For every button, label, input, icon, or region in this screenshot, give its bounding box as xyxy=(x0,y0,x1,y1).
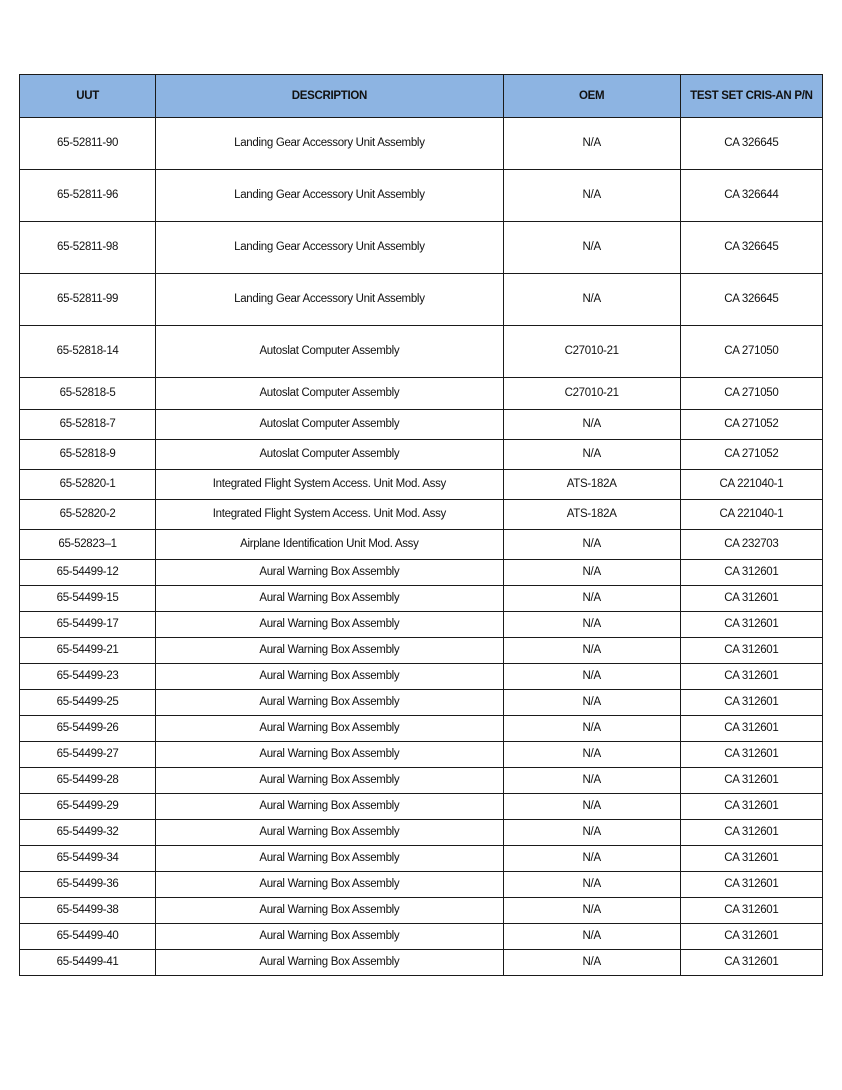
oem-cell: ATS-182A xyxy=(503,470,680,500)
description-cell: Aural Warning Box Assembly xyxy=(156,716,503,742)
test-set-cell: CA 312601 xyxy=(680,898,822,924)
test-set-cell: CA 312601 xyxy=(680,820,822,846)
table-row xyxy=(20,378,823,410)
table-row xyxy=(20,612,823,638)
uut-cell: 65-54499-34 xyxy=(20,846,156,872)
oem-cell: C27010-21 xyxy=(503,378,680,410)
table-row xyxy=(20,170,823,222)
oem-cell: N/A xyxy=(503,612,680,638)
table-row xyxy=(20,924,823,950)
oem-cell: N/A xyxy=(503,274,680,326)
table-row xyxy=(20,846,823,872)
oem-cell: N/A xyxy=(503,716,680,742)
test-set-cell: CA 312601 xyxy=(680,768,822,794)
description-cell: Landing Gear Accessory Unit Assembly xyxy=(156,170,503,222)
uut-cell: 65-52818-14 xyxy=(20,326,156,378)
oem-cell: N/A xyxy=(503,794,680,820)
oem-cell: N/A xyxy=(503,898,680,924)
description-cell: Aural Warning Box Assembly xyxy=(156,664,503,690)
description-cell: Aural Warning Box Assembly xyxy=(156,794,503,820)
test-set-cell: CA 312601 xyxy=(680,664,822,690)
table-row xyxy=(20,664,823,690)
uut-cell: 65-54499-17 xyxy=(20,612,156,638)
test-set-cell: CA 312601 xyxy=(680,716,822,742)
header-uut: UUT xyxy=(20,75,156,118)
description-cell: Aural Warning Box Assembly xyxy=(156,872,503,898)
uut-cell: 65-54499-29 xyxy=(20,794,156,820)
description-cell: Aural Warning Box Assembly xyxy=(156,586,503,612)
uut-cell: 65-54499-25 xyxy=(20,690,156,716)
description-cell: Autoslat Computer Assembly xyxy=(156,410,503,440)
table-row xyxy=(20,820,823,846)
header-description: DESCRIPTION xyxy=(156,75,503,118)
description-cell: Aural Warning Box Assembly xyxy=(156,560,503,586)
oem-cell: N/A xyxy=(503,768,680,794)
table-row xyxy=(20,950,823,976)
test-set-cell: CA 221040-1 xyxy=(680,500,822,530)
description-cell: Autoslat Computer Assembly xyxy=(156,326,503,378)
test-set-cell: CA 312601 xyxy=(680,612,822,638)
uut-cell: 65-54499-23 xyxy=(20,664,156,690)
uut-cell: 65-54499-27 xyxy=(20,742,156,768)
uut-cell: 65-52811-96 xyxy=(20,170,156,222)
description-cell: Aural Warning Box Assembly xyxy=(156,820,503,846)
table-row xyxy=(20,410,823,440)
description-cell: Aural Warning Box Assembly xyxy=(156,690,503,716)
oem-cell: N/A xyxy=(503,690,680,716)
test-set-cell: CA 271050 xyxy=(680,326,822,378)
uut-cell: 65-52820-1 xyxy=(20,470,156,500)
test-set-cell: CA 312601 xyxy=(680,950,822,976)
table-row xyxy=(20,742,823,768)
uut-cell: 65-54499-38 xyxy=(20,898,156,924)
uut-cell: 65-54499-32 xyxy=(20,820,156,846)
table-body xyxy=(20,118,823,976)
test-set-cell: CA 312601 xyxy=(680,586,822,612)
description-cell: Aural Warning Box Assembly xyxy=(156,924,503,950)
oem-cell: N/A xyxy=(503,440,680,470)
description-cell: Aural Warning Box Assembly xyxy=(156,768,503,794)
table-row xyxy=(20,898,823,924)
test-set-cell: CA 312601 xyxy=(680,872,822,898)
table-row xyxy=(20,222,823,274)
table-row xyxy=(20,638,823,664)
oem-cell: N/A xyxy=(503,222,680,274)
oem-cell: N/A xyxy=(503,742,680,768)
table-row xyxy=(20,440,823,470)
table-row xyxy=(20,586,823,612)
oem-cell: N/A xyxy=(503,820,680,846)
test-set-cell: CA 271052 xyxy=(680,440,822,470)
uut-table xyxy=(19,74,823,976)
uut-cell: 65-54499-26 xyxy=(20,716,156,742)
description-cell: Aural Warning Box Assembly xyxy=(156,898,503,924)
table-row xyxy=(20,500,823,530)
test-set-cell: CA 326645 xyxy=(680,118,822,170)
test-set-cell: CA 312601 xyxy=(680,794,822,820)
oem-cell: N/A xyxy=(503,872,680,898)
header-test-set: TEST SET CRIS-AN P/N xyxy=(680,75,822,118)
test-set-cell: CA 232703 xyxy=(680,530,822,560)
uut-cell: 65-54499-28 xyxy=(20,768,156,794)
uut-cell: 65-54499-15 xyxy=(20,586,156,612)
oem-cell: N/A xyxy=(503,586,680,612)
description-cell: Autoslat Computer Assembly xyxy=(156,378,503,410)
uut-cell: 65-52823–1 xyxy=(20,530,156,560)
uut-cell: 65-54499-21 xyxy=(20,638,156,664)
oem-cell: N/A xyxy=(503,664,680,690)
description-cell: Landing Gear Accessory Unit Assembly xyxy=(156,118,503,170)
table-row xyxy=(20,872,823,898)
description-cell: Landing Gear Accessory Unit Assembly xyxy=(156,274,503,326)
test-set-cell: CA 312601 xyxy=(680,742,822,768)
uut-cell: 65-52818-7 xyxy=(20,410,156,440)
oem-cell: N/A xyxy=(503,530,680,560)
oem-cell: C27010-21 xyxy=(503,326,680,378)
description-cell: Aural Warning Box Assembly xyxy=(156,742,503,768)
table-header xyxy=(20,75,823,118)
test-set-cell: CA 326644 xyxy=(680,170,822,222)
oem-cell: N/A xyxy=(503,950,680,976)
description-cell: Aural Warning Box Assembly xyxy=(156,638,503,664)
table-row xyxy=(20,690,823,716)
uut-cell: 65-54499-40 xyxy=(20,924,156,950)
description-cell: Integrated Flight System Access. Unit Mod. Assy xyxy=(156,470,503,500)
test-set-cell: CA 312601 xyxy=(680,638,822,664)
test-set-cell: CA 326645 xyxy=(680,222,822,274)
description-cell: Aural Warning Box Assembly xyxy=(156,950,503,976)
uut-cell: 65-54499-12 xyxy=(20,560,156,586)
test-set-cell: CA 326645 xyxy=(680,274,822,326)
oem-cell: ATS-182A xyxy=(503,500,680,530)
uut-cell: 65-52818-5 xyxy=(20,378,156,410)
uut-cell: 65-54499-36 xyxy=(20,872,156,898)
test-set-cell: CA 221040-1 xyxy=(680,470,822,500)
uut-cell: 65-52811-90 xyxy=(20,118,156,170)
test-set-cell: CA 271052 xyxy=(680,410,822,440)
table-row xyxy=(20,326,823,378)
description-cell: Landing Gear Accessory Unit Assembly xyxy=(156,222,503,274)
oem-cell: N/A xyxy=(503,118,680,170)
table-row xyxy=(20,794,823,820)
table-row xyxy=(20,118,823,170)
uut-cell: 65-54499-41 xyxy=(20,950,156,976)
test-set-cell: CA 312601 xyxy=(680,560,822,586)
uut-cell: 65-52811-98 xyxy=(20,222,156,274)
description-cell: Aural Warning Box Assembly xyxy=(156,846,503,872)
table-row xyxy=(20,530,823,560)
table-row xyxy=(20,274,823,326)
table-row xyxy=(20,716,823,742)
description-cell: Aural Warning Box Assembly xyxy=(156,612,503,638)
oem-cell: N/A xyxy=(503,170,680,222)
test-set-cell: CA 312601 xyxy=(680,846,822,872)
header-row xyxy=(20,75,823,118)
table-row xyxy=(20,470,823,500)
header-oem: OEM xyxy=(503,75,680,118)
uut-cell: 65-52820-2 xyxy=(20,500,156,530)
oem-cell: N/A xyxy=(503,846,680,872)
test-set-cell: CA 312601 xyxy=(680,924,822,950)
oem-cell: N/A xyxy=(503,410,680,440)
description-cell: Airplane Identification Unit Mod. Assy xyxy=(156,530,503,560)
table-row xyxy=(20,768,823,794)
test-set-cell: CA 271050 xyxy=(680,378,822,410)
oem-cell: N/A xyxy=(503,924,680,950)
uut-cell: 65-52818-9 xyxy=(20,440,156,470)
description-cell: Autoslat Computer Assembly xyxy=(156,440,503,470)
oem-cell: N/A xyxy=(503,560,680,586)
oem-cell: N/A xyxy=(503,638,680,664)
description-cell: Integrated Flight System Access. Unit Mod. Assy xyxy=(156,500,503,530)
test-set-cell: CA 312601 xyxy=(680,690,822,716)
uut-cell: 65-52811-99 xyxy=(20,274,156,326)
table-row xyxy=(20,560,823,586)
